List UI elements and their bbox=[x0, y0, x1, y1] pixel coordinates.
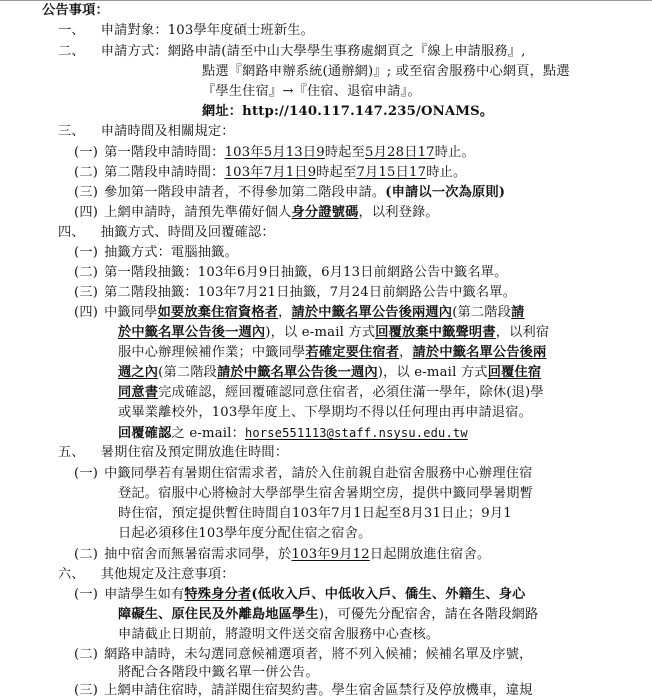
section-6-item-1: (一) 申請學生如有特殊身分者(低收入戶、中低收入戶、僑生、外籍生、身心 bbox=[74, 587, 526, 602]
section-4-item-4-line-2: 於中籤名單公告後一週內)，以 e-mail 方式回覆放棄中籤聲明書，以利宿 bbox=[118, 325, 550, 340]
item-number: (一) bbox=[74, 145, 99, 160]
section-5-item-1-line-4: 日起必須移住103學年度分配住宿之宿舍。 bbox=[118, 526, 372, 541]
section-4-item-4: (四) 中籤同學如要放棄住宿資格者，請於中籤名單公告後兩週內(第二階段請 bbox=[74, 305, 525, 320]
section-4-item-3: (三) 第二階段抽籤：103年7月21日抽籤，7月24日前網路公告中籤名單。 bbox=[74, 285, 517, 300]
section-6-item-1-line-2: 障礙生、原住民及外離島地區學生)，可優先分配宿舍，請在各階段網路 bbox=[118, 607, 539, 622]
section-3-item-4: (四) 上網申請時，請預先準備好個人身分證號碼，以利登錄。 bbox=[74, 205, 439, 220]
section-4-heading bbox=[58, 225, 275, 241]
item-number: (二) bbox=[74, 165, 99, 180]
section-5-item-1-line-2: 登記。宿服中心將檢討大學部學生宿舍暑期空房，提供中籤同學暑期暫 bbox=[118, 486, 534, 501]
section-6-item-1-line-3: 申請截止日期前，將證明文件送交宿舍服務中心查核。 bbox=[118, 627, 440, 642]
section-2-line-3: 『學生住宿』→『住宿、退宿申請』。 bbox=[202, 84, 421, 99]
phase-2-end: 7月15日17 bbox=[356, 165, 427, 180]
section-3-item-1: (一) 第一階段申請時間：103年5月13日9時起至5月28日17時止。 bbox=[74, 145, 475, 160]
phase-1-end: 5月28日17 bbox=[365, 145, 435, 160]
section-3-heading bbox=[58, 124, 235, 140]
section-6-heading: 六、 其他規定及注意事項： bbox=[58, 567, 235, 582]
section-4-item-4-line-6: 或畢業離校外，103學年度上、下學期均不得以任何理由再申請退宿。 bbox=[118, 405, 533, 420]
special-status-emphasis: 特殊身分者 bbox=[184, 587, 252, 602]
move-in-date: 103年9月12 bbox=[291, 547, 370, 562]
section-1 bbox=[58, 23, 314, 39]
section-1-text: 103學年度碩士班新生。 bbox=[167, 23, 314, 38]
section-1-number: 一、 bbox=[58, 23, 85, 38]
section-5-item-1-line-3: 時住宿，預定提供暫住時間自103年7月1日起至8月31日止；9月1 bbox=[118, 506, 512, 521]
section-3-label: 申請時間及相關規定： bbox=[100, 124, 235, 139]
id-number-emphasis: 身分證號碼 bbox=[291, 205, 359, 220]
section-2 bbox=[58, 44, 526, 60]
section-2-number: 二、 bbox=[58, 44, 85, 59]
phase-1-start: 103年5月13日9 bbox=[224, 145, 325, 160]
section-2-url-line bbox=[202, 104, 493, 120]
top-divider bbox=[0, 0, 652, 1]
section-6-item-3: (三) 上網申請住宿時，請詳閱住宿契約書。學生宿舍區禁行及停放機車，違規 bbox=[74, 683, 533, 698]
section-5-item-2: (二) 抽中宿舍而無暑宿需求同學，於103年9月12日起開放進住宿舍。 bbox=[74, 547, 491, 562]
section-5-heading: 五、 暑期住宿及預定開放進住時間： bbox=[58, 445, 289, 460]
section-4-item-4-line-3: 服中心辦理候補作業；中籤同學若確定要住宿者，請於中籤名單公告後兩 bbox=[118, 345, 547, 360]
section-4-item-4-line-7: 回覆確認之 e-mail：horse551113@staff.nsysu.edu.tw bbox=[118, 426, 468, 441]
section-4-item-1: (一) 抽籤方式：電腦抽籤。 bbox=[74, 245, 238, 260]
section-5-item-1: (一) 中籤同學若有暑期住宿需求者，請於入住前親自赴宿舍服務中心辦理住宿 bbox=[74, 466, 533, 481]
section-4-number: 四、 bbox=[58, 225, 85, 240]
section-3-item-2: (二) 第二階段申請時間：103年7月1日9時起至7月15日17時止。 bbox=[74, 165, 467, 180]
section-6-item-2: (二) 網路申請時，未勾選同意候補選項者，將不列入候補；候補名單及序號， bbox=[74, 647, 533, 662]
section-3-number: 三、 bbox=[58, 124, 85, 139]
section-6-item-2-line-2: 將配合各階段中籤名單一併公告。 bbox=[118, 665, 319, 680]
section-4-item-2: (二) 第一階段抽籤：103年6月9日抽籤，6月13日前網路公告中籤名單。 bbox=[74, 265, 508, 280]
section-2-line-1: 網路申請(請至中山大學學生事務處網頁之『線上申請服務』, bbox=[167, 44, 526, 59]
reply-email-link[interactable]: horse551113@staff.nsysu.edu.tw bbox=[245, 426, 468, 440]
section-4-label: 抽籤方式、時間及回覆確認： bbox=[100, 225, 275, 240]
one-time-rule: (申請以一次為原則) bbox=[385, 185, 506, 200]
item-number: (三) bbox=[74, 185, 99, 200]
section-4-item-4-line-4: 週之內(第二階段請於中籤名單公告後一週內)，以 e-mail 方式回覆住宿 bbox=[118, 365, 542, 380]
section-1-label: 申請對象： bbox=[100, 23, 168, 38]
section-4-item-4-line-5: 同意書完成確認，經回覆確認同意住宿者，必須住滿一學年，除休(退)學 bbox=[118, 385, 544, 400]
url-label: 網址： bbox=[202, 104, 243, 119]
section-2-label: 申請方式： bbox=[100, 44, 168, 59]
section-2-line-2: 點選『網路申辦系統(通辦網)』; 或至宿舍服務中心網頁，點選 bbox=[202, 64, 570, 79]
announcement-title: 公告事項： bbox=[42, 3, 109, 18]
section-3-item-3: (三) 參加第一階段申請者，不得參加第二階段申請。(申請以一次為原則) bbox=[74, 185, 506, 200]
application-url: http://140.117.147.235/ONAMS。 bbox=[242, 104, 494, 119]
item-number: (四) bbox=[74, 205, 99, 220]
phase-2-start: 103年7月1日9 bbox=[224, 165, 317, 180]
